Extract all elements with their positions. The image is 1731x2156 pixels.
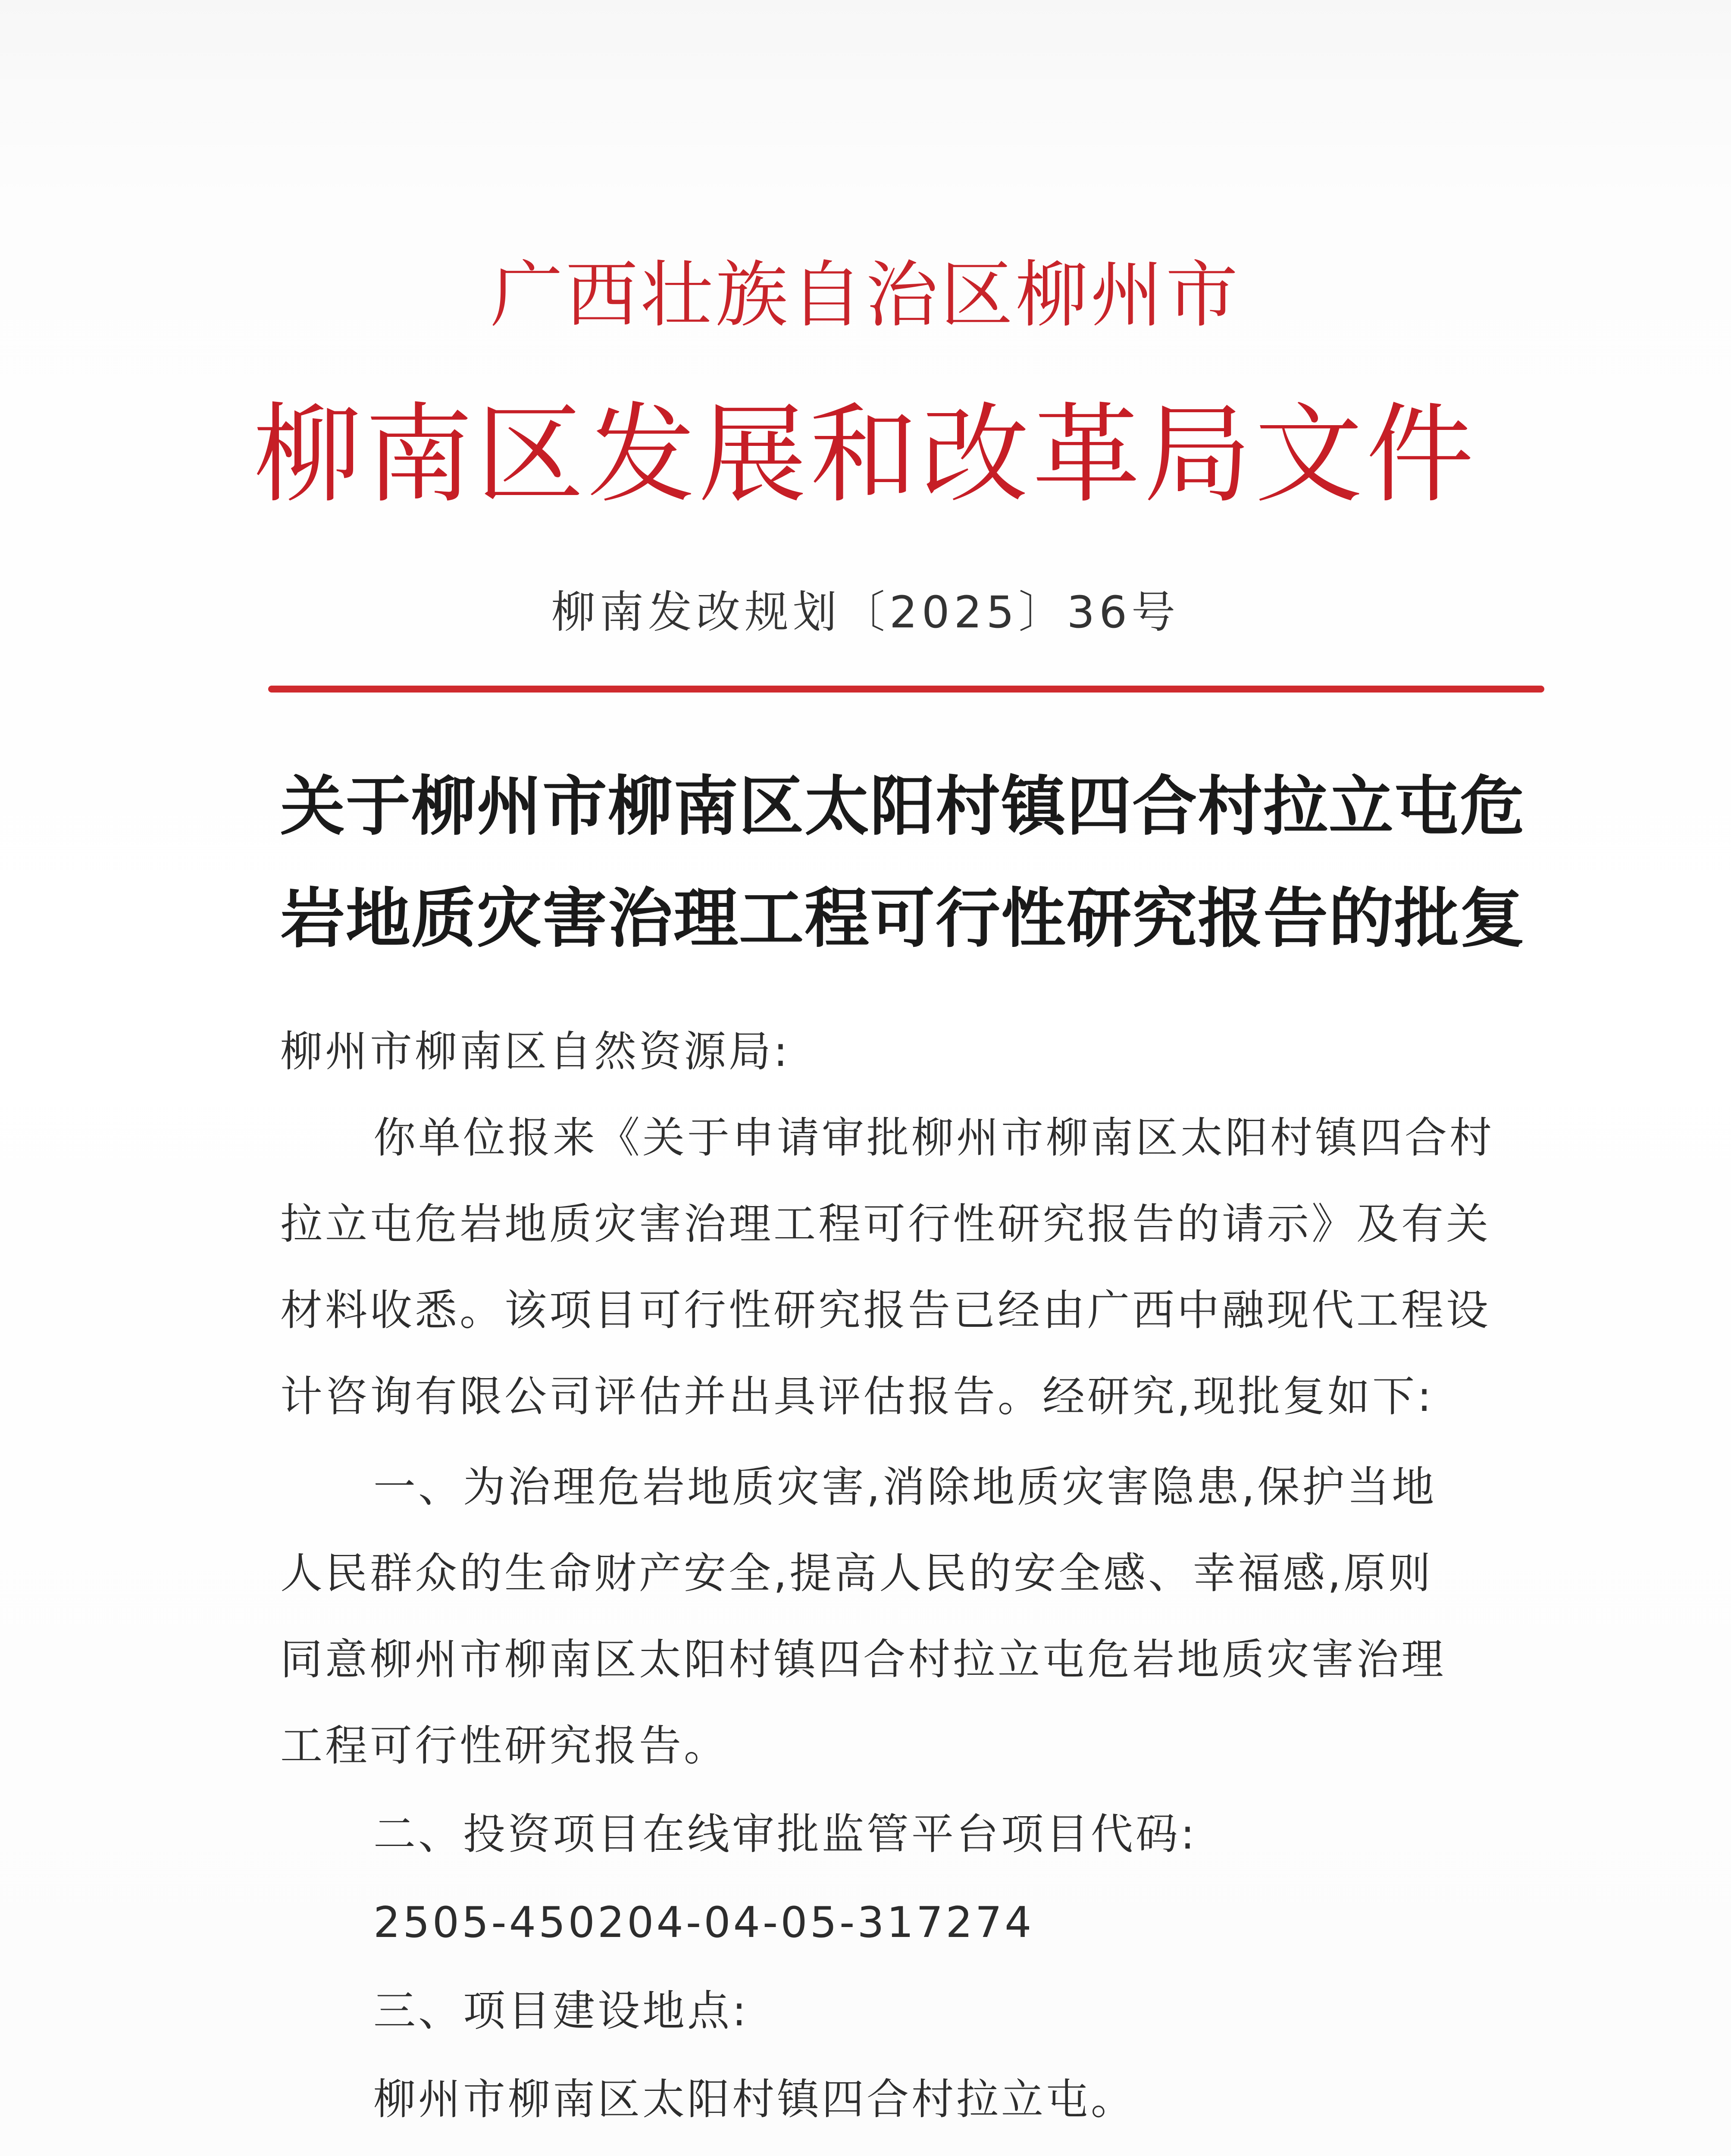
- title-line: 关于柳州市柳南区太阳村镇四合村拉立屯危: [280, 768, 1526, 844]
- item-one-line: 工程可行性研究报告。: [280, 1721, 729, 1771]
- paragraph-line: 你单位报来《关于申请审批柳州市柳南区太阳村镇四合村: [373, 1113, 1495, 1163]
- issuer-region: 广西壮族自治区柳州市: [490, 253, 1241, 337]
- project-location: 柳州市柳南区太阳村镇四合村拉立屯。: [373, 2075, 1136, 2124]
- item-one-line: 人民群众的生命财产安全,提高人民的安全感、幸福感,原则: [280, 1549, 1434, 1598]
- paragraph-line: 计咨询有限公司评估并出具评估报告。经研究,现批复如下:: [280, 1372, 1434, 1421]
- document-title: [280, 750, 1531, 975]
- red-divider-line: [268, 686, 1544, 693]
- document-number: 柳南发改规划〔2025〕36号: [551, 587, 1180, 638]
- paragraph-line: 材料收悉。该项目可行性研究报告已经由广西中融现代工程设: [280, 1286, 1491, 1335]
- item-two-label: 二、投资项目在线审批监管平台项目代码:: [373, 1810, 1198, 1859]
- issuer-agency-title: 柳南区发展和改革局文件: [254, 392, 1477, 517]
- item-three-label: 三、项目建设地点:: [373, 1987, 749, 2036]
- item-one-line: 一、为治理危岩地质灾害,消除地质灾害隐患,保护当地: [373, 1463, 1437, 1512]
- item-one-line: 同意柳州市柳南区太阳村镇四合村拉立屯危岩地质灾害治理: [280, 1635, 1446, 1684]
- addressee: 柳州市柳南区自然资源局:: [280, 1027, 791, 1076]
- paragraph-line: 拉立屯危岩地质灾害治理工程可行性研究报告的请示》及有关: [280, 1200, 1491, 1249]
- project-code: 2505-450204-04-05-317274: [373, 1898, 1034, 1947]
- title-line: 岩地质灾害治理工程可行性研究报告的批复: [280, 881, 1526, 956]
